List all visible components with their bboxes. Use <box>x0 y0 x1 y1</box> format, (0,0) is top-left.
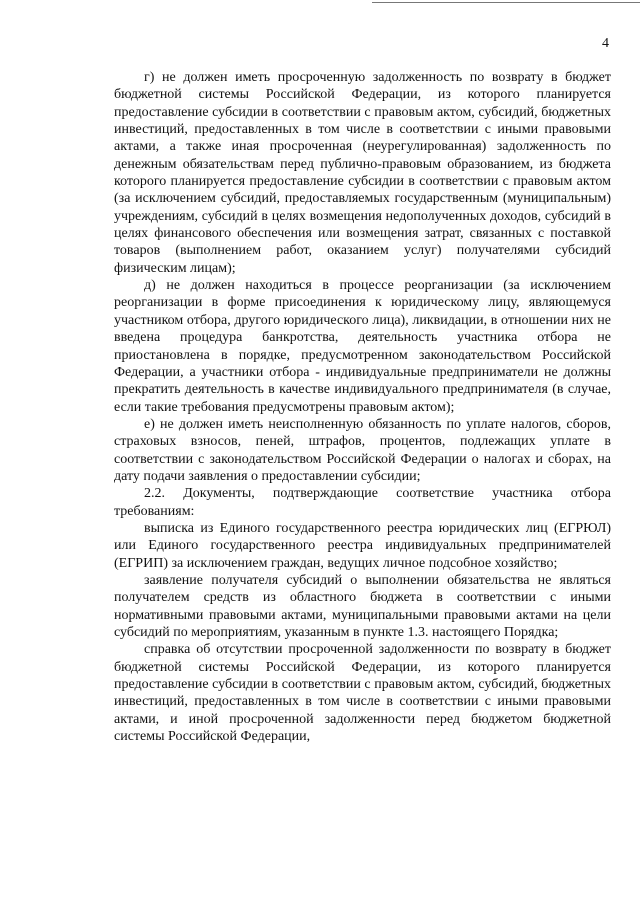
paragraph-clause-g: г) не должен иметь просроченную задолженность по возврату в бюджет бюджетной системы Российской Федерации, из которого планируется предоставление субсидии в соответствии с правовым актом, субсидий, бюджетных инвестиций, предоставленных в том числе в соответствии с иными правовыми актами, а также иная просроченная (неурегулированная) задолженность по денежным обязательствам перед публично-правовым образованием, из бюджета которого планируется предоставление субсидии в соответствии с правовым актом (за исключением субсидий, предоставляемых государственным (муниципальным) учреждениям, субсидий в целях возмещения недополученных доходов, субсидий в целях финансового обеспечения или возмещения затрат, связанных с поставкой товаров (выполнением работ, оказанием услуг) получателями субсидий физическим лицам); <box>114 70 611 276</box>
paragraph-clause-e: е) не должен иметь неисполненную обязанность по уплате налогов, сборов, страховых взносов, пеней, штрафов, процентов, подлежащих уплате в соответствии с законодательством Российской Федерации о налогах и сборах, на дату подачи заявления о предоставлении субсидии; <box>114 416 611 484</box>
paragraph-section-2-2: 2.2. Документы, подтверждающие соответствие участника отбора требованиям: <box>114 486 611 519</box>
document-body <box>114 69 611 745</box>
paragraph-debt-certificate: справка об отсутствии просроченной задолженности по возврату в бюджет бюджетной системы Российской Федерации, из которого планируется предоставление субсидии в соответствии с правовым актом, субсидий, бюджетных инвестиций, предоставленных в том числе в соответствии с иными правовыми актами, и иной просроченной задолженности перед бюджетом бюджетной системы Российской Федерации, <box>114 642 611 745</box>
page-number: 4 <box>602 36 609 51</box>
paragraph-clause-d: д) не должен находиться в процессе реорганизации (за исключением реорганизации в форме присоединения к юридическому лицу, являющемуся участником отбора, другого юридического лица), ликвидации, в отношении них не введена процедура банкротства, деятельность участника отбора не приостановлена в порядке, предусмотренном законодательством Российской Федерации, а участники отбора - индивидуальные предприниматели не должны прекратить деятельность в качестве индивидуального предпринимателя (в случае, если такие требования предусмотрены правовым актом); <box>114 278 611 415</box>
paragraph-egrul-extract: выписка из Единого государственного реестра юридических лиц (ЕГРЮЛ) или Единого государственного реестра индивидуальных предпринимателей (ЕГРИП) за исключением граждан, ведущих личное подсобное хозяйство; <box>114 520 611 571</box>
top-edge-rule <box>372 2 640 3</box>
paragraph-recipient-statement: заявление получателя субсидий о выполнении обязательства не являться получателем средств из областного бюджета в соответствии с иными нормативными правовыми актами, муниципальными правовыми актами на цели субсидий по мероприятиям, указанным в пункте 1.3. настоящего Порядка; <box>114 572 611 640</box>
